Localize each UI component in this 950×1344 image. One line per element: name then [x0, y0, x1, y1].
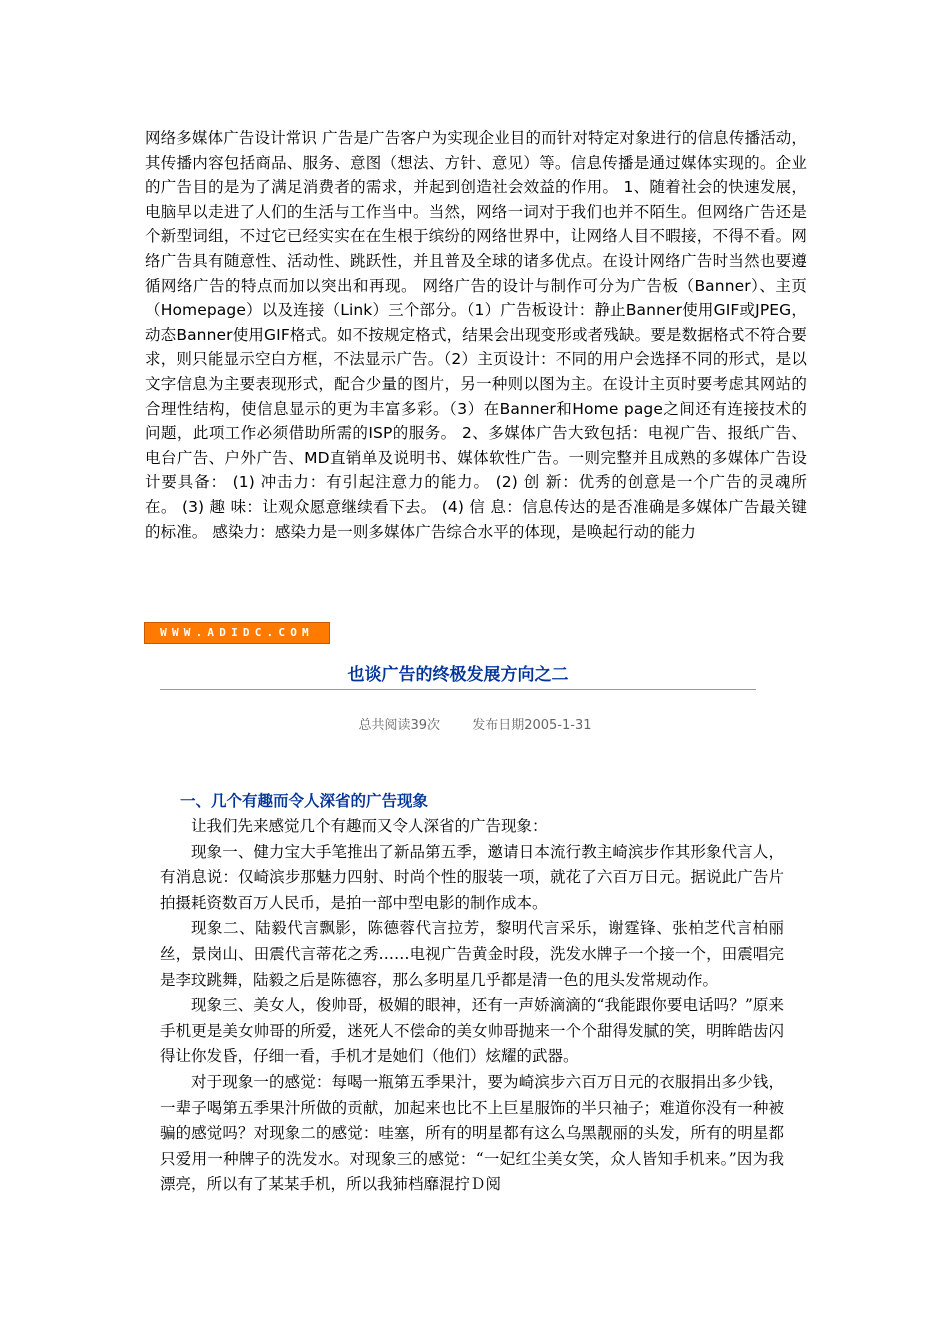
body-paragraph: 让我们先来感觉几个有趣而又令人深省的广告现象：: [191, 817, 548, 835]
intro-paragraph: 网络多媒体广告设计常识 广告是广告客户为实现企业目的而针对特定对象进行的信息传播活动，其传播内容包括商品、服务、意图（想法、方针、意见）等。信息传播是通过媒体实现的。企业的广告目的是为了满足消费者的需求，并起到创造社会效益的作用。 1、随着社会的快速发展，电脑早以走进了人们的生活与工作当中。当然，网络一词对于我们也并不陌生。但网络广告还是个新型词组，不过它已经实实在在生根于缤纷的网络世界中，让网络人目不暇接，不得不看。网络广告具有随意性、活动性、跳跃性，并且普及全球的诸多优点。在设计网络广告时当然也要遵循网络广告的特点而加以突出和再现。 网络广告的设计与制作可分为广告板（Banner）、主页（Homepage）以及连接（Link）三个部分。（1）广告板设计：静止Banner使用GIF或JPEG，动态Banner使用GIF格式。如不按规定格式，结果会出现变形或者残缺。要是数据格式不符合要求，则只能显示空白方框，不法显示广告。（2）主页设计：不同的用户会选择不同的形式，是以文字信息为主要表现形式，配合少量的图片，另一种则以图为主。在设计主页时要考虑其网站的合理性结构，使信息显示的更为丰富多彩。（3）在Banner和Home page之间还有连接技术的问题，此项工作必须借助所需的ISP的服务。 2、多媒体广告大致包括：电视广告、报纸广告、电台广告、户外广告、MD直销单及说明书、媒体软性广告。一则完整并且成熟的多媒体广告设计要具备： (1) 冲击力：有引起注意力的能力。 (2) 创 新：优秀的创意是一个广告的灵魂所在。 (3) 趣 味：让观众愿意继续看下去。 (4) 信 息：信息传达的是否准确是多媒体广告最关键的标准。 感染力：感染力是一则多媒体广告综合水平的体现，是唤起行动的能力: [145, 129, 807, 541]
body-paragraph: 现象三、美女人，俊帅哥，极媚的眼神，还有一声娇滴滴的“我能跟你要电话吗？”原来手机更是美女帅哥的所爱，迷死人不偿命的美女帅哥抛来一个个甜得发腻的笑，明眸皓齿闪得让你发昏，仔细一看，手机才是她们（他们）炫耀的武器。: [160, 996, 784, 1066]
adidc-banner[interactable]: WWW.ADIDC.COM: [144, 622, 330, 644]
body-paragraph: 现象二、陆毅代言飘影，陈德蓉代言拉芳，黎明代言采乐，谢霆锋、张柏芝代言柏丽丝，景岗山、田震代言蒂花之秀……电视广告黄金时段，洗发水牌子一个接一个，田震唱完是李玟跳舞，陆毅之后是陈德容，那么多明星几乎都是清一色的甩头发常规动作。: [160, 919, 784, 989]
title-divider: [160, 689, 756, 690]
body-paragraph: 现象一、健力宝大手笔推出了新品第五季，邀请日本流行教主崎滨步作其形象代言人，有消息说：仅崎滨步那魅力四射、时尚个性的服装一项，就花了六百万日元。据说此广告片拍摄耗资数百万人民币，是拍一部中型电影的制作成本。: [160, 842, 784, 912]
body-paragraph: 对于现象一的感觉：每喝一瓶第五季果汁，要为崎滨步六百万日元的衣服捐出多少钱，一辈子喝第五季果汁所做的贡献，加起来也比不上巨星服饰的半只袖子；难道你没有一种被骗的感觉吗？对现象二的感觉：哇塞，所有的明星都有这么乌黑靓丽的头发，所有的明星都只爱用一种牌子的洗发水。对现象三的感觉：“一妃红尘美女笑，众人皆知手机来。”因为我漂亮，所以有了某某手机，所以我犻档靡混拧Ｄ阅: [160, 1072, 784, 1194]
section-heading: 一、几个有趣而令人深省的广告现象: [180, 791, 429, 810]
article-title: 也谈广告的终极发展方向之二: [347, 665, 569, 685]
publish-date: 发布日期2005-1-31: [472, 718, 592, 733]
article-body: [160, 814, 784, 1198]
article-meta: [160, 716, 790, 736]
read-count: 总共阅读39次: [358, 718, 441, 733]
